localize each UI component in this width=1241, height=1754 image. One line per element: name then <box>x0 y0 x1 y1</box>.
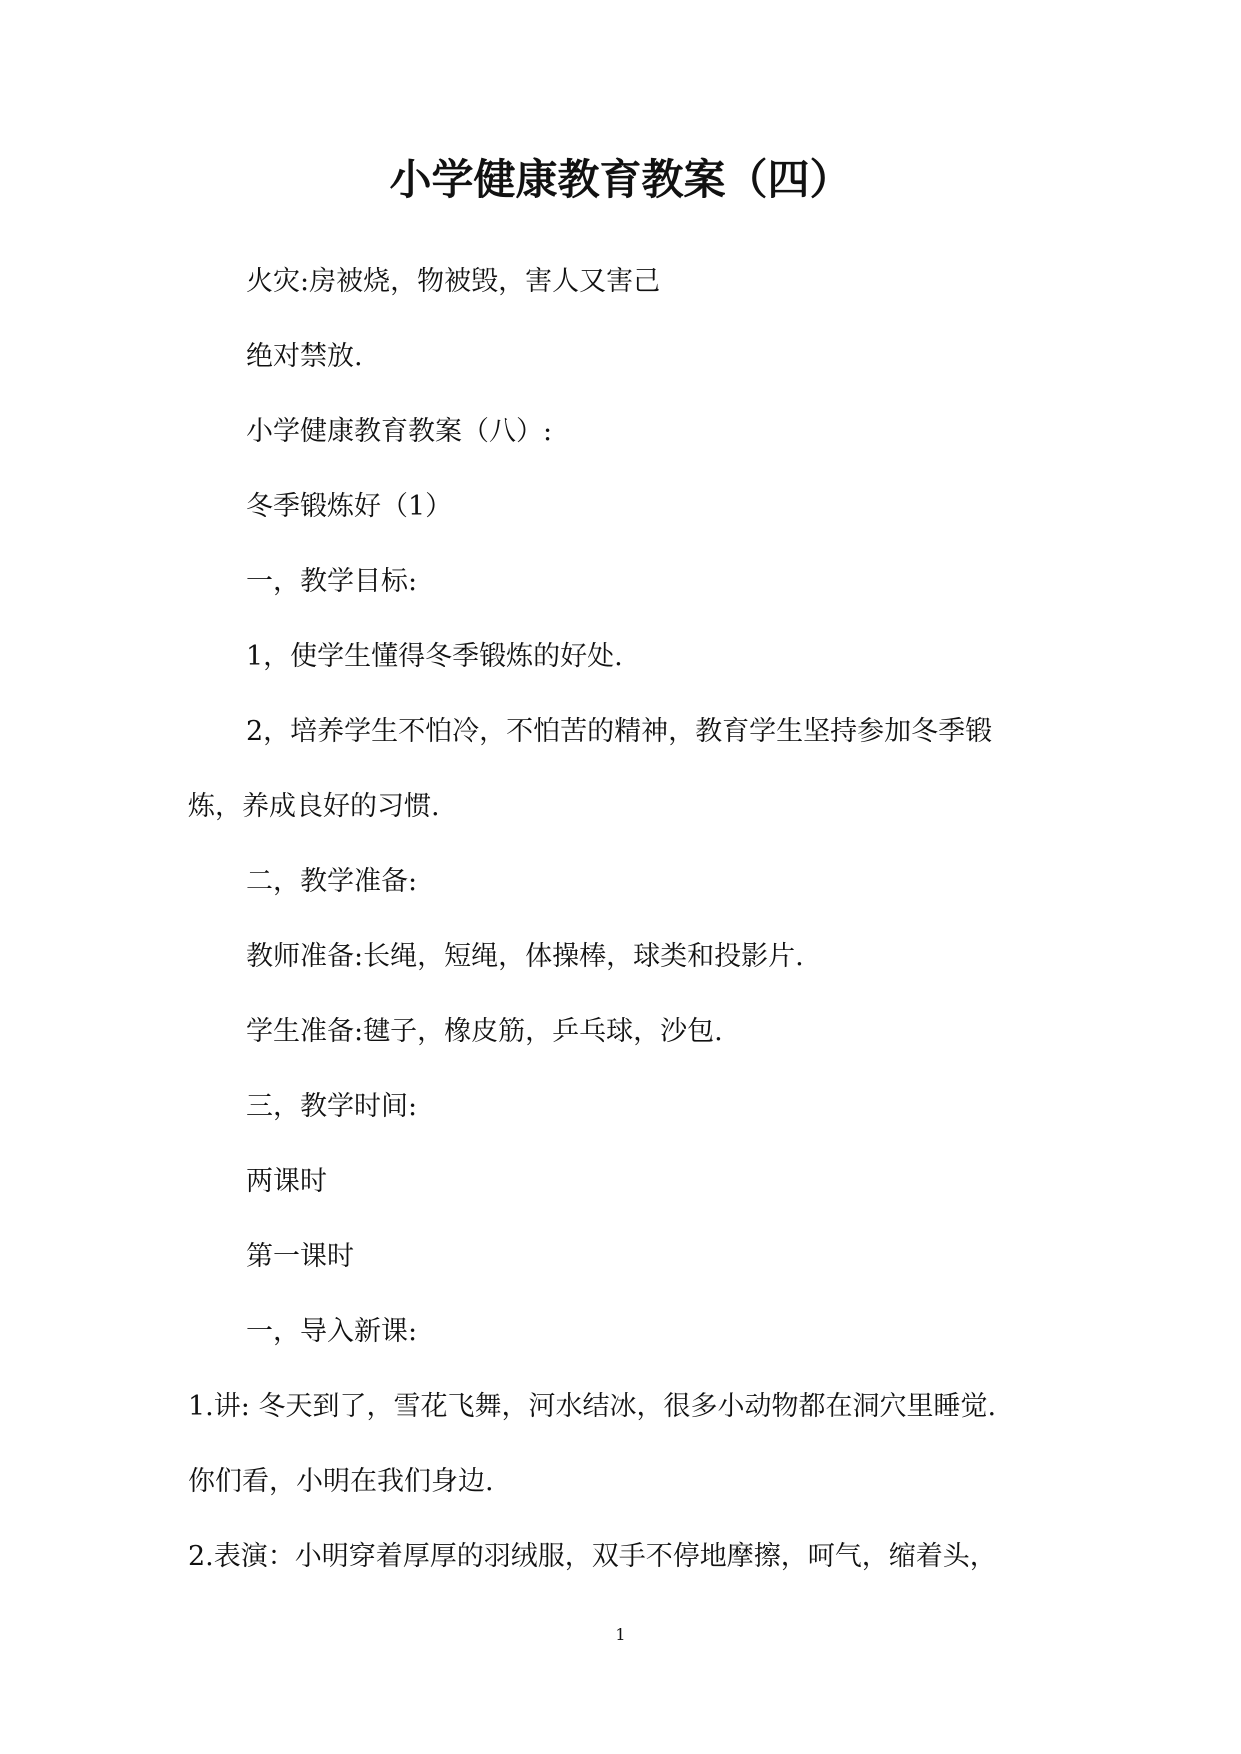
paragraph-line: 2，培养学生不怕冷，不怕苦的精神，教育学生坚持参加冬季锻 <box>246 716 993 747</box>
page-number: 1 <box>615 1625 626 1644</box>
section-heading: 小学健康教育教案（八）: <box>246 416 553 447</box>
paragraph-line: 火灾:房被烧，物被毁，害人又害己 <box>246 266 661 297</box>
paragraph-line: 炼，养成良好的习惯. <box>188 791 440 822</box>
section-heading: 一，教学目标: <box>246 566 418 597</box>
paragraph-line: 绝对禁放. <box>246 341 363 372</box>
section-heading: 二，教学准备: <box>246 866 418 897</box>
paragraph-line: 第一课时 <box>246 1241 354 1272</box>
paragraph-line: 你们看，小明在我们身边. <box>188 1466 494 1497</box>
lesson-title: 冬季锻炼好（1） <box>246 491 453 522</box>
paragraph-line: 2.表演：小明穿着厚厚的羽绒服，双手不停地摩擦，呵气，缩着头， <box>188 1541 997 1572</box>
paragraph-line: 学生准备:毽子，橡皮筋，乒乓球，沙包. <box>246 1016 723 1047</box>
document-title: 小学健康教育教案（四） <box>389 155 852 204</box>
paragraph-line: 1，使学生懂得冬季锻炼的好处. <box>246 641 623 672</box>
paragraph-line: 两课时 <box>246 1166 327 1197</box>
section-heading: 三，教学时间: <box>246 1091 418 1122</box>
section-heading: 一，导入新课: <box>246 1316 418 1347</box>
paragraph-line: 1.讲: 冬天到了，雪花飞舞，河水结冰，很多小动物都在洞穴里睡觉. <box>188 1391 997 1422</box>
paragraph-line: 教师准备:长绳，短绳，体操棒，球类和投影片. <box>246 941 804 972</box>
